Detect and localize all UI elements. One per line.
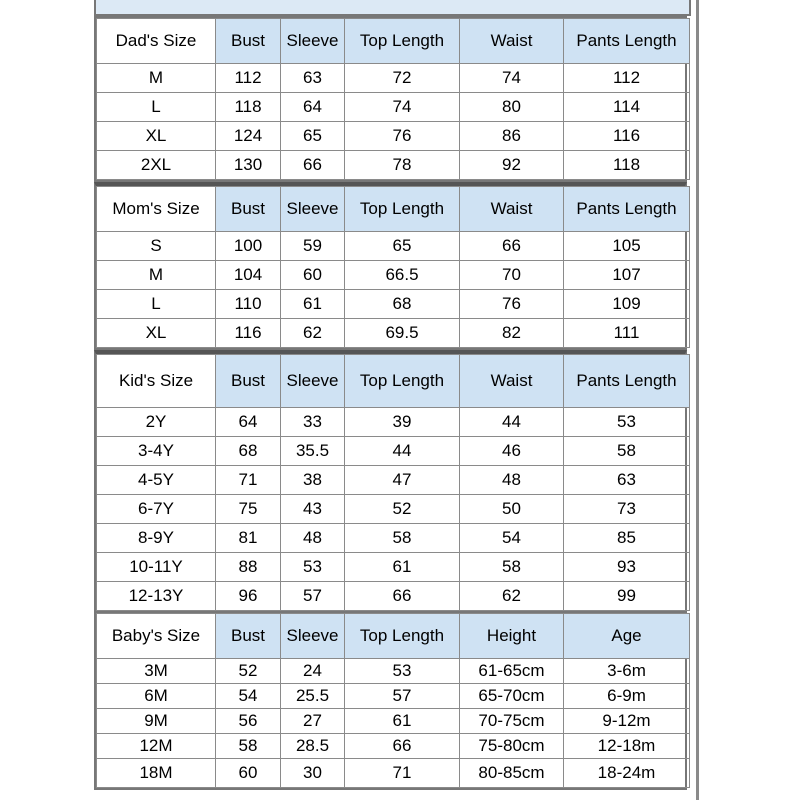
- column-header: Top Length: [345, 187, 460, 232]
- size-cell: 18M: [97, 759, 216, 788]
- value-cell: 66.5: [345, 261, 460, 290]
- size-cell: S: [97, 232, 216, 261]
- column-header: Bust: [216, 187, 281, 232]
- column-header: Top Length: [345, 19, 460, 64]
- column-header: Sleeve: [281, 187, 345, 232]
- size-cell: 9M: [97, 709, 216, 734]
- value-cell: 68: [216, 437, 281, 466]
- value-cell: 3-6m: [564, 659, 690, 684]
- mom-size-section: [94, 182, 687, 350]
- value-cell: 112: [216, 64, 281, 93]
- baby-size-section: [94, 613, 687, 790]
- size-chart-sheet: [94, 16, 687, 790]
- column-header: Sleeve: [281, 355, 345, 408]
- value-cell: 33: [281, 408, 345, 437]
- column-header: Bust: [216, 614, 281, 659]
- value-cell: 30: [281, 759, 345, 788]
- column-header: Sleeve: [281, 19, 345, 64]
- table-row: [97, 319, 690, 348]
- value-cell: 104: [216, 261, 281, 290]
- value-cell: 28.5: [281, 734, 345, 759]
- value-cell: 54: [460, 524, 564, 553]
- value-cell: 107: [564, 261, 690, 290]
- value-cell: 71: [216, 466, 281, 495]
- value-cell: 124: [216, 122, 281, 151]
- value-cell: 109: [564, 290, 690, 319]
- table-row: [97, 524, 690, 553]
- value-cell: 54: [216, 684, 281, 709]
- value-cell: 86: [460, 122, 564, 151]
- value-cell: 65-70cm: [460, 684, 564, 709]
- value-cell: 78: [345, 151, 460, 180]
- mom-size-table: [96, 186, 690, 348]
- value-cell: 72: [345, 64, 460, 93]
- value-cell: 111: [564, 319, 690, 348]
- value-cell: 48: [460, 466, 564, 495]
- value-cell: 24: [281, 659, 345, 684]
- value-cell: 61: [345, 709, 460, 734]
- value-cell: 74: [460, 64, 564, 93]
- value-cell: 105: [564, 232, 690, 261]
- value-cell: 130: [216, 151, 281, 180]
- value-cell: 118: [216, 93, 281, 122]
- size-cell: 8-9Y: [97, 524, 216, 553]
- value-cell: 44: [345, 437, 460, 466]
- value-cell: 53: [281, 553, 345, 582]
- value-cell: 62: [281, 319, 345, 348]
- value-cell: 44: [460, 408, 564, 437]
- table-row: [97, 495, 690, 524]
- value-cell: 76: [460, 290, 564, 319]
- value-cell: 59: [281, 232, 345, 261]
- value-cell: 38: [281, 466, 345, 495]
- column-header: Top Length: [345, 614, 460, 659]
- value-cell: 39: [345, 408, 460, 437]
- top-strip: [94, 0, 691, 16]
- value-cell: 93: [564, 553, 690, 582]
- column-header: Height: [460, 614, 564, 659]
- table-row: [97, 261, 690, 290]
- baby-size-table: [96, 613, 690, 788]
- value-cell: 118: [564, 151, 690, 180]
- value-cell: 99: [564, 582, 690, 611]
- size-cell: 3-4Y: [97, 437, 216, 466]
- value-cell: 58: [460, 553, 564, 582]
- value-cell: 61: [345, 553, 460, 582]
- value-cell: 9-12m: [564, 709, 690, 734]
- value-cell: 56: [216, 709, 281, 734]
- size-cell: XL: [97, 319, 216, 348]
- value-cell: 58: [216, 734, 281, 759]
- size-cell: L: [97, 93, 216, 122]
- value-cell: 116: [216, 319, 281, 348]
- table-row: [97, 466, 690, 495]
- size-cell: M: [97, 64, 216, 93]
- table-row: [97, 709, 690, 734]
- table-row: [97, 553, 690, 582]
- value-cell: 53: [564, 408, 690, 437]
- dad-size-section: [94, 16, 687, 182]
- value-cell: 100: [216, 232, 281, 261]
- table-row: [97, 232, 690, 261]
- value-cell: 114: [564, 93, 690, 122]
- column-header: Waist: [460, 187, 564, 232]
- value-cell: 18-24m: [564, 759, 690, 788]
- size-cell: L: [97, 290, 216, 319]
- mom-header-row: [97, 187, 690, 232]
- table-row: [97, 759, 690, 788]
- value-cell: 75-80cm: [460, 734, 564, 759]
- size-cell: 6-7Y: [97, 495, 216, 524]
- value-cell: 62: [460, 582, 564, 611]
- value-cell: 60: [281, 261, 345, 290]
- value-cell: 82: [460, 319, 564, 348]
- table-row: [97, 437, 690, 466]
- table-row: [97, 151, 690, 180]
- value-cell: 35.5: [281, 437, 345, 466]
- value-cell: 70-75cm: [460, 709, 564, 734]
- value-cell: 69.5: [345, 319, 460, 348]
- size-cell: XL: [97, 122, 216, 151]
- table-row: [97, 659, 690, 684]
- table-row: [97, 64, 690, 93]
- table-row: [97, 734, 690, 759]
- value-cell: 58: [564, 437, 690, 466]
- size-cell: 2XL: [97, 151, 216, 180]
- value-cell: 58: [345, 524, 460, 553]
- size-cell: 3M: [97, 659, 216, 684]
- value-cell: 66: [460, 232, 564, 261]
- value-cell: 25.5: [281, 684, 345, 709]
- value-cell: 27: [281, 709, 345, 734]
- size-cell: 12M: [97, 734, 216, 759]
- right-edge-rule: [696, 0, 699, 800]
- baby-header-row: [97, 614, 690, 659]
- value-cell: 96: [216, 582, 281, 611]
- value-cell: 92: [460, 151, 564, 180]
- table-row: [97, 582, 690, 611]
- kid-size-table: [96, 354, 690, 611]
- section-label: Kid's Size: [97, 355, 216, 408]
- table-row: [97, 122, 690, 151]
- column-header: Bust: [216, 19, 281, 64]
- table-row: [97, 408, 690, 437]
- value-cell: 61-65cm: [460, 659, 564, 684]
- size-cell: M: [97, 261, 216, 290]
- value-cell: 66: [345, 734, 460, 759]
- value-cell: 63: [281, 64, 345, 93]
- section-label: Baby's Size: [97, 614, 216, 659]
- dad-size-table: [96, 18, 690, 180]
- value-cell: 47: [345, 466, 460, 495]
- column-header: Pants Length: [564, 355, 690, 408]
- value-cell: 80: [460, 93, 564, 122]
- value-cell: 61: [281, 290, 345, 319]
- value-cell: 46: [460, 437, 564, 466]
- value-cell: 81: [216, 524, 281, 553]
- value-cell: 50: [460, 495, 564, 524]
- size-cell: 4-5Y: [97, 466, 216, 495]
- table-row: [97, 684, 690, 709]
- value-cell: 110: [216, 290, 281, 319]
- value-cell: 57: [281, 582, 345, 611]
- size-cell: 12-13Y: [97, 582, 216, 611]
- value-cell: 60: [216, 759, 281, 788]
- column-header: Sleeve: [281, 614, 345, 659]
- value-cell: 64: [281, 93, 345, 122]
- kid-size-section: [94, 350, 687, 613]
- value-cell: 65: [281, 122, 345, 151]
- column-header: Bust: [216, 355, 281, 408]
- value-cell: 71: [345, 759, 460, 788]
- column-header: Waist: [460, 19, 564, 64]
- value-cell: 75: [216, 495, 281, 524]
- size-cell: 10-11Y: [97, 553, 216, 582]
- value-cell: 66: [281, 151, 345, 180]
- size-cell: 2Y: [97, 408, 216, 437]
- value-cell: 43: [281, 495, 345, 524]
- column-header: Top Length: [345, 355, 460, 408]
- value-cell: 70: [460, 261, 564, 290]
- table-row: [97, 290, 690, 319]
- section-label: Mom's Size: [97, 187, 216, 232]
- value-cell: 57: [345, 684, 460, 709]
- kid-header-row: [97, 355, 690, 408]
- value-cell: 116: [564, 122, 690, 151]
- value-cell: 64: [216, 408, 281, 437]
- value-cell: 6-9m: [564, 684, 690, 709]
- column-header: Waist: [460, 355, 564, 408]
- section-label: Dad's Size: [97, 19, 216, 64]
- column-header: Pants Length: [564, 19, 690, 64]
- value-cell: 52: [216, 659, 281, 684]
- size-cell: 6M: [97, 684, 216, 709]
- value-cell: 73: [564, 495, 690, 524]
- value-cell: 80-85cm: [460, 759, 564, 788]
- value-cell: 48: [281, 524, 345, 553]
- value-cell: 52: [345, 495, 460, 524]
- value-cell: 12-18m: [564, 734, 690, 759]
- value-cell: 85: [564, 524, 690, 553]
- value-cell: 63: [564, 466, 690, 495]
- column-header: Age: [564, 614, 690, 659]
- dad-header-row: [97, 19, 690, 64]
- value-cell: 53: [345, 659, 460, 684]
- column-header: Pants Length: [564, 187, 690, 232]
- value-cell: 74: [345, 93, 460, 122]
- value-cell: 76: [345, 122, 460, 151]
- value-cell: 65: [345, 232, 460, 261]
- value-cell: 68: [345, 290, 460, 319]
- table-row: [97, 93, 690, 122]
- value-cell: 66: [345, 582, 460, 611]
- value-cell: 88: [216, 553, 281, 582]
- value-cell: 112: [564, 64, 690, 93]
